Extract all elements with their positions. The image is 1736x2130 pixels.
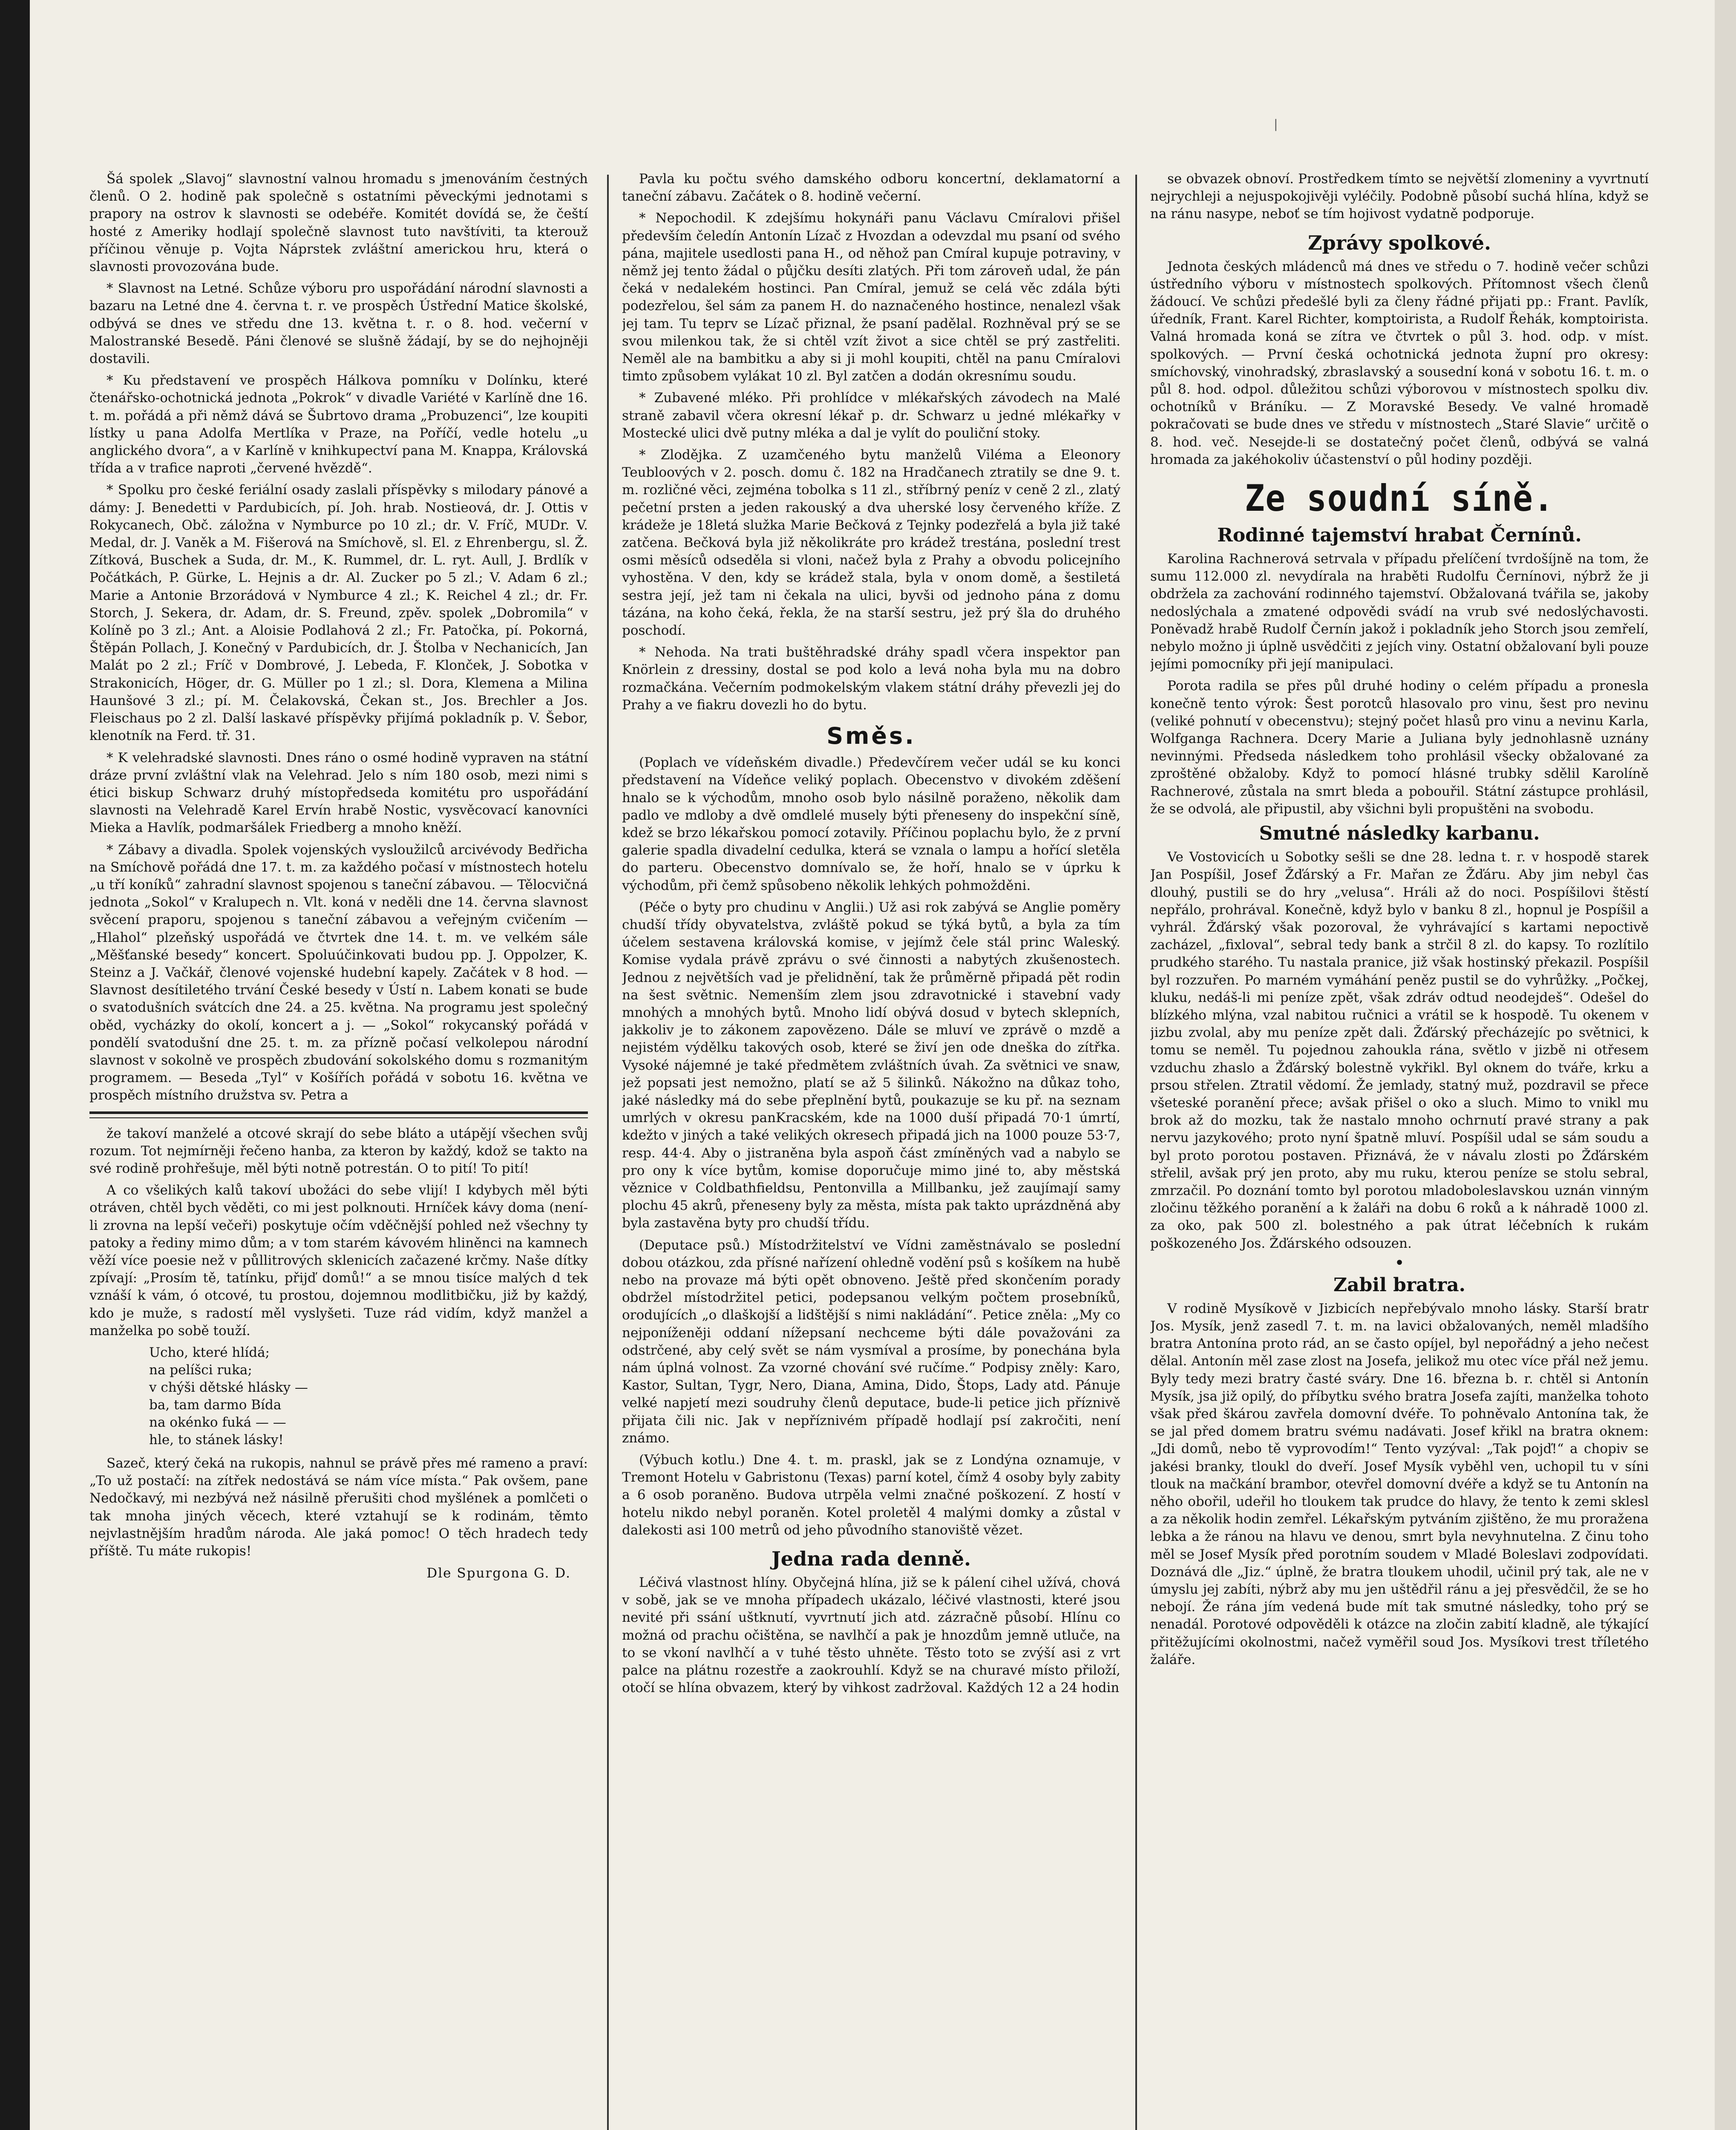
article-paragraph: Léčivá vlastnost hlíny. Obyčejná hlína, již se k pálení cihel užívá, chová v sobě, jak se ve mnoha případech ukázalo, léčivé vlastnosti, které jsou nevité při ssání uštknutí, vyvrtnutí jich atd. zázračně působí. Hlínu co možná od prachu očištěna, se navlhčí a pak je hnozdům jemně utluče, na to se vkoní navlhčí a v tuhé těsto uhněte. Těsto toto se zvýší asi z vrt palce na plátnu rozestře a zaokrouhlí. Když se na churavé místo přiloží, otočí se hlína obvazem, který by vihkost zadržoval. Každých 12 a 24 hodin [622, 1575, 1120, 1696]
article-paragraph: * K velehradské slavnosti. Dnes ráno o osmé hodině vypraven na státní dráze první zvláštní vlak na Velehrad. Jelo s ním 180 osob, mezi nimi s étici biskup Schwarz druhý místopředseda komitétu pro uspořádání slavnosti na Velehradě Karel Ervín hrabě Nostic, vysvěcovací kanovníci Mieka a Havlík, podmaršálek Friedberg a mnoho kněží. [89, 750, 588, 836]
column-3 [1150, 170, 1649, 2130]
article-heading: Smutné následky karbanu. [1259, 823, 1540, 845]
column-2 [622, 170, 1120, 2130]
article-heading: Rodinné tajemství hrabat Černínů. [1217, 524, 1582, 547]
column-rule-1 [607, 175, 609, 2130]
poem-line: ba, tam darmo Bída [149, 1397, 282, 1413]
article-paragraph: (Výbuch kotlu.) Dne 4. t. m. praskl, jak se z Londýna oznamuje, v Tremont Hotelu v Gabristonu (Texas) parní kotel, čímž 4 osoby byly zabity a 6 osob poraněno. Budova utrpěla velmi značné poškození. Z hostí v hotelu nikdo nebyl poraněn. Kotel proletěl 4 malými domky a zůstal v dalekosti asi 100 metrů od jeho původního stanoviště vězet. [622, 1452, 1120, 1538]
article-heading: Zabil bratra. [1333, 1274, 1465, 1296]
article-paragraph: Karolina Rachnerová setrvala v případu přelíčení tvrdošíjně na tom, že sumu 112.000 zl. nevydírala na hraběti Rudolfu Černínovi, nýbrž že ji obdržela za zachování rodinného tajemství. Obžalovaná tvářila se, jakoby nedoslýchala a zmatené odpovědi svádí na vrub své nedoslýchavosti. Poněvadž hrabě Rudolf Černín jakož i pokladník jeho Storch jsou zemřelí, nebylo možno ji úplně usvědčiti z jejích viny. Ostatní obžalovaní byli pouze jejími pomocníky při její manipulaci. [1150, 551, 1649, 672]
page-mark: | [1274, 117, 1278, 131]
poem-line: Ucho, které hlídá; [149, 1345, 270, 1360]
article-paragraph: * Ku představení ve prospěch Hálkova pomníku v Dolínku, které čtenářsko-ochotnická jednota „Pokrok“ v divadle Variété v Karlíně dne 16. t. m. pořádá a při němž dává se Šubrtovo drama „Probuzenci“, lze koupiti lístky u pana Adolfa Mertlíka v Praze, na Poříčí, vedle hotelu „u anglického dvora“, a v Karlíně v knihkupectví pana M. Knappa, Královská třída a v trafice naproti „červené hvězdě“. [89, 373, 588, 476]
article-paragraph: * Zlodějka. Z uzamčeného bytu manželů Viléma a Eleonory Teubloových v 2. posch. domu č. 182 na Hradčanech ztratily se dne 9. t. m. rozličné věci, zejména tobolka s 11 zl., stříbrný peníz v ceně 2 zl., zlatý pečetní prsten a jeden rakouský a dva uherské losy červeného kříže. Z krádeže je 18letá služka Marie Bečková z Tejnky podezřelá a byla již také zatčena. Bečková byla již několikráte pro krádež trestána, poslední trest osmi měsíců odseděla si vloni, načež byla z Prahy a obvodu policejního vyhostěna. V den, kdy se krádež stala, byla v onom domě, a šestiletá sestra její, jež tam ni čekala na ulici, byvši od jednoho pána z domu tázána, na koho čeká, řekla, že na starší sestru, jež prý šla do druhého poschodí. [622, 447, 1120, 639]
article-paragraph: se obvazek obnoví. Prostředkem tímto se největší zlomeniny a vyvrtnutí nejrychleji a nejuspokojivěji vyléčily. Podobně působí suchá hlína, když se na ránu nasype, neboť se tím hojivost vydatně podporuje. [1150, 171, 1649, 222]
article-paragraph: Ve Vostovicích u Sobotky sešli se dne 28. ledna t. r. v hospodě starek Jan Pospíšil, Josef Žďárský a Fr. Mařan ze Žďáru. Aby jim nebyl čas dlouhý, pustili se do hry „velusa“. Hráli až do noci. Pospíšilovi štěstí nepřálo, prohrával. Konečně, když bylo v banku 8 zl., hopnul je Pospíšil a vyhrál. Žďárský však pozoroval, že vyhrávající s kartami nepoctivě zacházel, „fixloval“, sebral tedy bank a strčil 8 zl. do kapsy. To rozlítilo prudkého starého. Tu nastala pranice, již však hostinský překazil. Pospíšil byl rozzuřen. Po marném vymáhání peněz pustil se do vyhrůžky. „Počkej, kluku, nedáš-li mi peníze zpět, však zdráv odtud neodejdeš“. Odešel do blízkého mlýna, vzal nabitou ručnici a vrátil se k hospodě. Tu okenem v jizbu zvolal, aby mu peníze zpět dali. Žďárský přecházejíc po světnici, k tomu se neměl. Tu pojednou zahoukla rána, světlo v jizbě ni otřesem vzduchu zhaslo a Žďárský bolestně vykřikl. Byl oknem do tváře, krku a prsou střelen. Ztratil vědomí. Že jemlady, statný muž, pozdravil se přece všeteské poranění přece; avšak přišel o oko a sluch. Mimo to vnikl mu brok až do mozku, tak že nastalo mnoho ochrnutí pravé strany a pak nervu jazykového; proto nyní špatně mluví. Pospíšil udal se sám soudu a byl proto porotou postaven. Přiznává, že v návalu zlosti po Žďárském střelil, avšak prý jen proto, aby mu ruku, kterou peníze se stolu sebral, zmrzačil. Po doznání tomto byl porotou mladoboleslavskou uznán vinným zločinu těžkého poranění a k žaláři na dobu 6 roků a k náhradě 1000 zl. za oko, pak 500 zl. bolestného a pak útrat léčebních k rukám poškozeného Jos. Žďárského odsouzen. [1150, 849, 1649, 1251]
feuilleton-separator [89, 1111, 588, 1118]
article-paragraph: * Zábavy a divadla. Spolek vojenských vysloužilců arcivévody Bedřicha na Smíchově pořádá dne 17. t. m. za každého počasí v místnostech hotelu „u tří koníků“ zahradní slavnost spojenou s taneční zábavou. — Tělocvičná jednota „Sokol“ v Kralupech n. Vlt. koná v neděli dne 14. června slavnost svěcení praporu, spojenou s taneční zábavou a veřejným cvičením — „Hlahol“ plzeňský uspořádá ve čtvrtek dne 14. t. m. ve velkém sále „Měšťanské besedy“ koncert. Spoluúčinkovati budou pp. J. Oppolzer, K. Steinz a J. Vačkář, členové vojenské hudební kapely. Začátek v 8 hod. — Slavnost desítiletého trvání České besedy v Ústí n. Labem konati se bude o svatodušních svátcích dne 24. a 25. května. Na programu jest společný oběd, vycházky do okolí, koncert a j. — „Sokol“ rokycanský pořádá v pondělí svatodušní dne 25. t. m. za přízně počasí velkolepou národní slavnost v sokolně ve prospěch zbudování sokolského domu s rozmanitým programem. — Beseda „Tyl“ v Košířích pořádá v sobotu 16. května ve prospěch místního družstva sv. Petra a [89, 842, 588, 1103]
feuilleton-paragraph: že takoví manželé a otcové skrají do sebe bláto a utápějí všechen svůj rozum. Tot nejmírněji řečeno hanba, za kteron by každý, kdož se takto na své rodině prohřešuje, měl býti notně potrestán. O to pití! To pití! [89, 1125, 588, 1176]
article-paragraph: Šá spolek „Slavoj“ slavnostní valnou hromadu s jmenováním čestných členů. O 2. hodině pak společně s ostatními pěveckými jednotami s prapory na ostrov k slavnosti se odebéře. Komitét dovídá se, že čeští hosté z Ameriky hodlají společně slavnost tuto navštíviti, ta kterouž příčinou věnuje p. Vojta Náprstek zvláštní americkou hru, která o slavnosti provozována bude. [89, 171, 588, 275]
article-paragraph: * Zubavené mléko. Při prohlídce v mlékařských závodech na Malé straně zabavil včera okresní lékař p. dr. Schwarz u jedné mlékařky v Mostecké ulici dvě putny mléka a dal je vylít do pouliční stoky. [622, 390, 1120, 441]
feuilleton-paragraph: A co všelikých kalů takoví ubožáci do sebe vlijí! I kdybych měl býti otráven, chtěl bych věděti, co mi jest polknouti. Hrníček kávy doma (není-li zrovna na lepší večeři) poskytuje očím vděčnější pohled než všechny ty patoky a řediny mimo dům; a v tom starém kávovém hliněnci na kamnech věží více poesie než v půllitrových sklenicích začazené krčmy. Naše dítky zpívají: „Prosím tě, tatínku, přijď domů!“ a se mnou tisíce malých d tek vznáší k vám, ó otcové, tu prostou, dojemnou modlitbičku, již by každý, kdo je muže, s radostí měl vyslyšeti. Tuze rád vidím, když manžel a manželka po sobě touží. [89, 1183, 588, 1338]
column-1 [89, 170, 588, 2130]
article-paragraph: * Spolku pro české feriální osady zaslali příspěvky s milodary pánové a dámy: J. Benedetti v Pardubicích, pí. Joh. hrab. Nostieová, dr. J. Ottis v Rokycanech, Obč. záložna v Nymburce po 10 zl.; dr. V. Fríč, MUDr. V. Medal, dr. J. Vaněk a M. Fišerová na Smíchově, sl. El. z Ehrenbergu, sl. Ž. Zítková, Buschek a Suda, dr. M., K. Rummel, dr. L. ryt. Aull, J. Brdlík v Počátkách, P. Gürke, L. Hejnis a dr. Al. Zucker po 5 zl.; V. Adam 6 zl.; Marie a Antonie Brzorádová v Nymburce 4 zl.; K. Reichel 4 zl.; dr. Fr. Storch, J. Sekera, dr. Adam, dr. S. Freund, zpěv. spolek „Dobromila“ v Kolíně po 3 zl.; Ant. a Aloisie Podlahová 2 zl.; Fr. Patočka, pí. Pokorná, Štěpán Pollach, J. Konečný v Pardubicích, dr. J. Štolba v Nechanicích, Jan Malát po 2 zl.; Fríč v Dombrové, J. Lebeda, F. Klonček, J. Sobotka v Strakonicích, Höger, dr. G. Müller po 1 zl.; sl. Dora, Klemena a Milina Haunšové 3 zl.; pí. M. Čelakovská, Čekan st., Jos. Brechler a Jos. Fleischaus po 2 zl. Další laskavé příspěvky přijímá pokladník p. V. Šebor, klenotník na Ferd. tř. 31. [89, 482, 588, 744]
article-paragraph: Pavla ku počtu svého damského odboru koncertní, deklamatorní a taneční zábavu. Začátek o 8. hodině večerní. [622, 171, 1120, 204]
column-rule-2 [1135, 175, 1137, 2130]
article-paragraph: (Péče o byty pro chudinu v Anglii.) Už asi rok zabývá se Anglie poměry chudší třídy obyvatelstva, zvláště pokud se týká bytů, a byla za tím účelem sestavena královská komise, v jejímž čele stál princ Waleský. Komise vydala právě zprávu o své činnosti a nabytých zkušenostech. Jednou z největších vad je přelidnění, tak že průměrně připadá pět rodin na šest světnic. Nemenším zlem jsou zdravotnické i stavební vady mnohých a mnohých bytů. Mnoho lidí obývá dosud v bytech sklepních, jakkoliv je to zákonem zapovězeno. Dále se mluví ve zprávě o mzdě a nejistém výdělku takových osob, které se živí jen ode dneška do zítřka. Vysoké nájemné je také předmětem zvláštních úvah. Za světnici ve snaw, jež popsati jest nemožno, platí se až 5 šilinků. Nákožno na důkaz toho, jaké následky má do sebe přeplnění bytů, poukazuje se ku př. na seznam umrlých v okresu panKracském, kde na 1000 duší připadá 70·1 úmrtí, kdežto v jiných a také velikých okresech připadá jich na 1000 pouze 53·7, resp. 44·4. Aby o jistraněna byla aspoň část zmíněných vad a nabylo se pro ony k více bytům, komise doporučuje mimo jiné to, aby městská věznice v Coldbathfieldsu, Pentonvilla a Millbanku, jež zaujímají samy plochu 45 akrů, přeneseny byly za města, místa pak takto uprázdněná aby byla zastavěna byty pro chudší třídu. [622, 899, 1120, 1231]
section-heading-soudni-sin: Ze soudní síně. [1245, 477, 1554, 520]
poem-line: na okénko fuká — — [149, 1415, 286, 1430]
article-paragraph: Jednota českých mládenců má dnes ve středu o 7. hodině večer schůzi ústředního výboru v místnostech spolkových. Přítomnost všech členů žádoucí. Ve schůzi předešlé byli za členy řádné přijati pp.: Frant. Pavlík, úředník, Frant. Karel Richter, komptoirista, a Rudolf Řehák, komptoirista. Valná hromada koná se zítra ve čtvrtek o půl 3. hod. odp. v míst. spolkových. — První česká ochotnická jednota župní pro okresy: smíchovský, vinohradský, zbraslavský a sousední koná v sobotu 16. t. m. o půl 8. hod. odpol. důležitou schůzi výborovou v místnostech spolku div. ochotníků v Bráníku. — Z Moravské Besedy. Ve valné hromadě pokračovati se bude dnes ve středu v místnostech „Staré Slavie“ určitě o 8. hod. več. Nesejde-li se dostatečný počet členů, odbývá se valná hromada za jakéhokoliv účastenství o půl hodiny později. [1150, 259, 1649, 467]
article-paragraph: V rodině Mysíkově v Jizbicích nepřebývalo mnoho lásky. Starší bratr Jos. Mysík, jenž zasedl 7. t. m. na lavici obžalovaných, neměl mladšího bratra Antonína proto rád, an se často opíjel, byl nepořádný a jeho nečest dělal. Antonín měl zase zlost na Josefa, jelikož mu otec více přál než jemu. Byly tedy mezi bratry časté sváry. Dne 16. března b. r. chtěl si Antonín Mysík, jsa již opilý, do příbytku svého bratra Josefa zajíti, manželka tohoto však před škárou zavřela domovní dvéře. To pohněvalo Antonína tak, že se jal před domem bratru svému nadávati. Josef křikl na bratra oknem: „Jdi domů, nebo tě vyprovodím!“ Tento vyzýval: „Tak pojď!“ a chopiv se jakési branky, tloukl do dveří. Josef Mysík vyběhl ven, uchopil tu v síni tlouk na mačkání brambor, otevřel domovní dvéře a když se tu Antonín na něho obořil, udeřil ho tloukem tak prudce do hlavy, že tento k zemi sklesl a za několik hodin zemřel. Lékařským pytváním zjištěno, že mu proražena lebka a že ránou na hlavu ve denou, smrt byla nevyhnutelna. Z činu toho měl se Josef Mysík před porotním soudem v Mladé Boleslavi zodpovídati. Doznává dle „Jiz.“ úplně, že bratra tloukem uhodil, učinil prý tak, ale ne v úmyslu jej zabíti, nýbrž aby mu jen uštědřil ránu a jej přesvědčil, že se ho nebojí. Že rána jím vedená bude mít tak smutné následky, toho prý se nenadál. Porotové odpověděli k otázce na zločin zabití kladně, ale týkající přitěžujícími okolnostmi, načež vyměřil soud Jos. Mysíkovi trest tříletého žaláře. [1150, 1301, 1649, 1667]
section-heading-rada: Jedna rada denně. [771, 1547, 971, 1571]
poem-line: v chýši dětské hlásky — [149, 1380, 308, 1395]
article-paragraph: * Nehoda. Na trati buštěhradské dráhy spadl včera inspektor pan Knörlein z dressiny, dostal se pod kolo a levá noha byla mu na dobro rozmačkána. Večerním podmokelským vlakem státní dráhy převezli jej do Prahy a ve fiakru dovezli ho do bytu. [622, 645, 1120, 713]
scan-border-left [0, 0, 30, 2130]
section-heading-spolkove: Zprávy spolkové. [1307, 231, 1491, 254]
bullet-ornament: • [1394, 1253, 1405, 1273]
poem-line: na pelíšci ruka; [149, 1362, 252, 1378]
signature: Dle Spurgona G. D. [426, 1566, 571, 1581]
feuilleton-paragraph: Sazeč, který čeká na rukopis, nahnul se právě přes mé rameno a praví: „To už postačí: na zítřek nedostává se nám více místa.“ Pak ovšem, pane Nedočkavý, mi nezbývá než násilně přerušiti chod myšlének a pomlčeti o tak mnoha jiných věcech, které vztahují se k rodinám, těmto nejvlastnějším hradům národa. Ale jaká pomoc! O těch hradech tedy příště. Tu máte rukopis! [89, 1456, 588, 1559]
poem [149, 1344, 588, 1449]
poem-line: hle, to stánek lásky! [149, 1432, 284, 1448]
article-paragraph: * Slavnost na Letné. Schůze výboru pro uspořádání národní slavnosti a bazaru na Letné dne 4. června t. r. ve prospěch Ústřední Matice školské, odbývá se dnes ve středu dne 13. května t. r. o 8. hod. večerní v Malostranské Besedě. Páni členové se slušně žádají, by se do nejhojněji dostavili. [89, 281, 588, 367]
article-paragraph: (Poplach ve vídeňském divadle.) Předevčírem večer udál se ku konci představení na Vídeňce veliký poplach. Obecenstvo v divokém zděšení hnalo se k východům, mnoho osob bylo násilně poraženo, několik dam padlo ve mdloby a dvě omdlelé musely býti přeneseny do inspekční síně, kdež se brzo lékařskou pomocí zotavily. Příčinou poplachu bylo, že z první galerie spadla divadelní cedulka, která se vznala o lampu a hořící sletěla do parteru. Obecenstvo domnívalo se, že hoří, hnalo se v úprku k východům, při čemž spůsobeno několik lehkých pohmožděni. [622, 755, 1120, 893]
article-paragraph: * Nepochodil. K zdejšímu hokynáři panu Václavu Cmíralovi přišel především čeledín Antonín Lízač z Hvozdan a odevzdal mu psaní od svého pána, majitele usedlosti pana H., od něhož pan Cmíral kupuje potraviny, v němž jej tento žádal o půjčku desíti zlatých. Při tom zároveň udal, že pán čeká v nedalekém hostinci. Pan Cmíral, jemuž se celá věc zdála býti podezřelou, šel sám za panem H. do naznačeného hostince, nenalezl však jej tam. Tu teprv se Lízač přiznal, že psaní padělal. Rozhněval prý se se svou milenkou tak, že si chtěl vzít život a sice chtěl se prý zastřeliti. Neměl ale na bambitku a aby si ji mohl koupiti, chtěl na panu Cmíralovi timto způsobem vylákat 10 zl. Byl zatčen a dodán okresnímu soudu. [622, 210, 1120, 384]
article-paragraph: Porota radila se přes půl druhé hodiny o celém případu a pronesla konečně tento výrok: Šest porotců hlasovalo pro vinu, šest pro nevinu (veliké pohnutí v obecenstvu); stejný počet hlasů pro vinu a nevinu Karla, Wolfganga Rachnera. Dcery Marie a Juliana byly jednohlasně uznány nevinnými. Předseda následkem toho prohlásil všecky obžalované za zproštěné obžaloby. Když to pomocí hlásné trubky sdělil Karolíně Rachnerové, zůstala na smrt bleda a pobouřil. Státní zástupce prohlásil, že se odvolá, ale připustil, aby všichni byli propuštěni na svobodu. [1150, 678, 1649, 817]
scan-border-right [1715, 0, 1736, 2130]
section-heading-smes: Směs. [826, 722, 916, 750]
article-paragraph: (Deputace psů.) Místodržitelství ve Vídni zaměstnávalo se poslední dobou otázkou, zda přísné nařízení ohledně vodění psů s košíkem na hubě nebo na provaze má býti opět obnoveno. Ještě před skončením porady obdržel místodržitel petici, podepsanou velkým počtem prosebníků, orodujících „o dlaškojší a lidštější s nimi nakládání“. Petice zněla: „My co nejponíženěji oddaní nížepsaní nechceme býti dále považováni za odstrčené, aby celý svět se nám vysmíval a prosíme, by ponechána byla nám úplná volnost. Za vzorné chování své ručíme.“ Podpisy zněly: Karo, Kastor, Sultan, Tygr, Nero, Diana, Amina, Dido, Štops, Lady atd. Pánuje velké napjetí mezi soudruhy členů deputace, bude-li petice jich příznivě přijata čili nic. Jak v nepříznivém případě hodlají psí zakročiti, není známo. [622, 1237, 1120, 1446]
